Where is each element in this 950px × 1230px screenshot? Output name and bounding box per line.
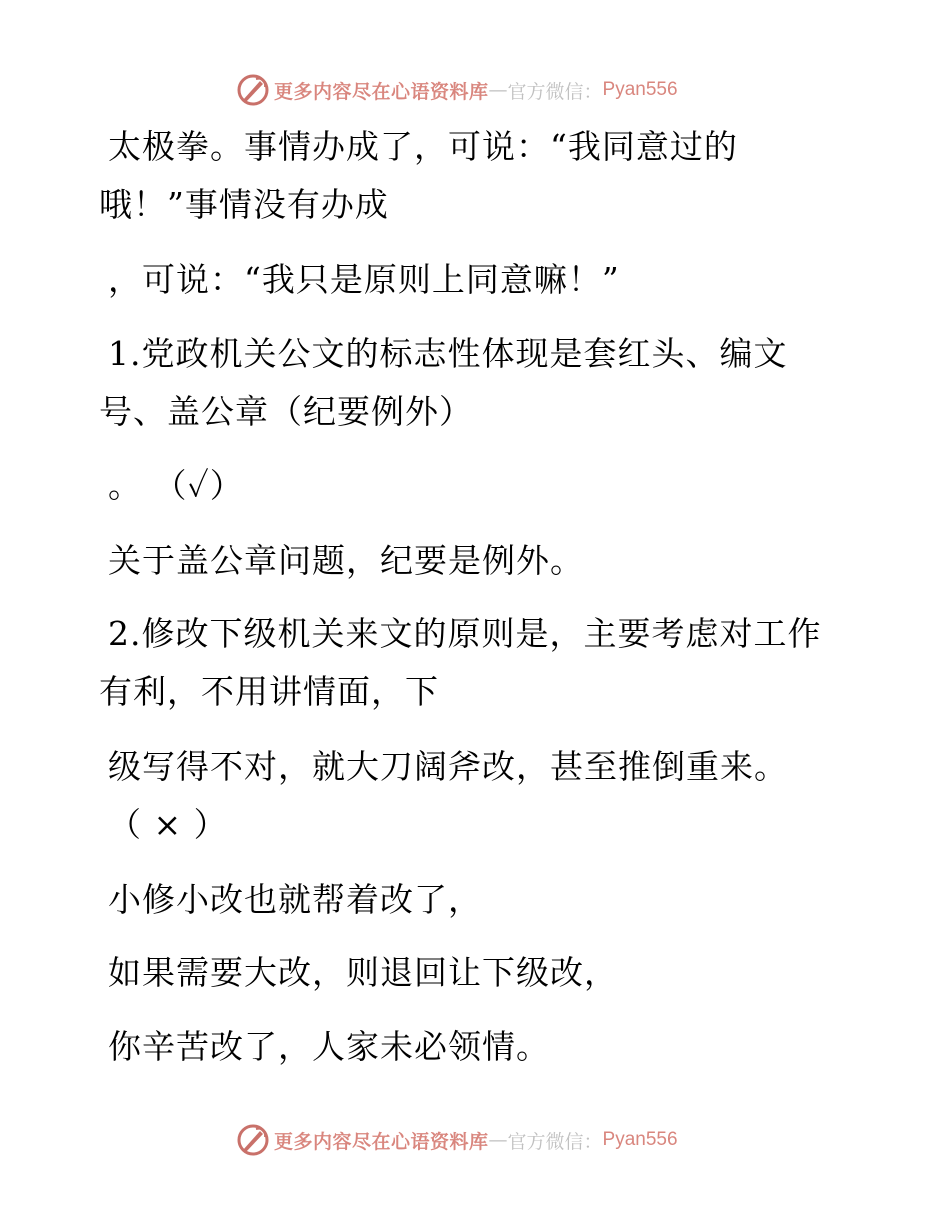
body-line: ，可说：“我只是原则上同意嘛！”	[108, 260, 620, 299]
body-line: 如果需要大改，则退回让下级改，	[108, 953, 618, 992]
watermark-wechat-label: 官方微信：	[507, 80, 603, 103]
watermark-wechat-id: Pyan556	[602, 79, 678, 100]
quill-logo-icon	[236, 1123, 270, 1157]
body-line: 级写得不对，就大刀阔斧改，甚至推倒重来。	[108, 747, 788, 786]
numbered-item-2: 2.修改下级机关来文的原则是，主要考虑对工作	[108, 614, 822, 653]
body-line: 小修小改也就帮着改了，	[108, 880, 482, 919]
footer-watermark	[236, 1122, 678, 1158]
body-line: 你辛苦改了，人家未必领情。	[108, 1027, 550, 1066]
watermark-wechat-id: Pyan556	[602, 1129, 678, 1150]
quill-logo-icon	[236, 73, 270, 107]
body-line: 哦！”事情没有办成	[99, 185, 389, 224]
body-line: 关于盖公章问题，纪要是例外。	[108, 541, 584, 580]
body-line: 太极拳。事情办成了，可说：“我同意过的	[108, 127, 738, 166]
header-watermark	[236, 72, 678, 108]
numbered-item-1: 1.党政机关公文的标志性体现是套红头、编文	[108, 334, 788, 373]
watermark-separator: —	[488, 1129, 508, 1151]
answer-cross-mark: （ × ）	[108, 805, 228, 844]
body-line: 有利，不用讲情面，下	[99, 672, 439, 711]
watermark-wechat-label: 官方微信：	[507, 1130, 603, 1153]
body-line: 号、盖公章（纪要例外）	[99, 392, 473, 431]
watermark-separator: —	[488, 79, 508, 101]
answer-check-mark: 。 （✓）	[108, 466, 244, 505]
watermark-site-name: 更多内容尽在心语资料库	[274, 80, 489, 103]
watermark-site-name: 更多内容尽在心语资料库	[274, 1130, 489, 1153]
